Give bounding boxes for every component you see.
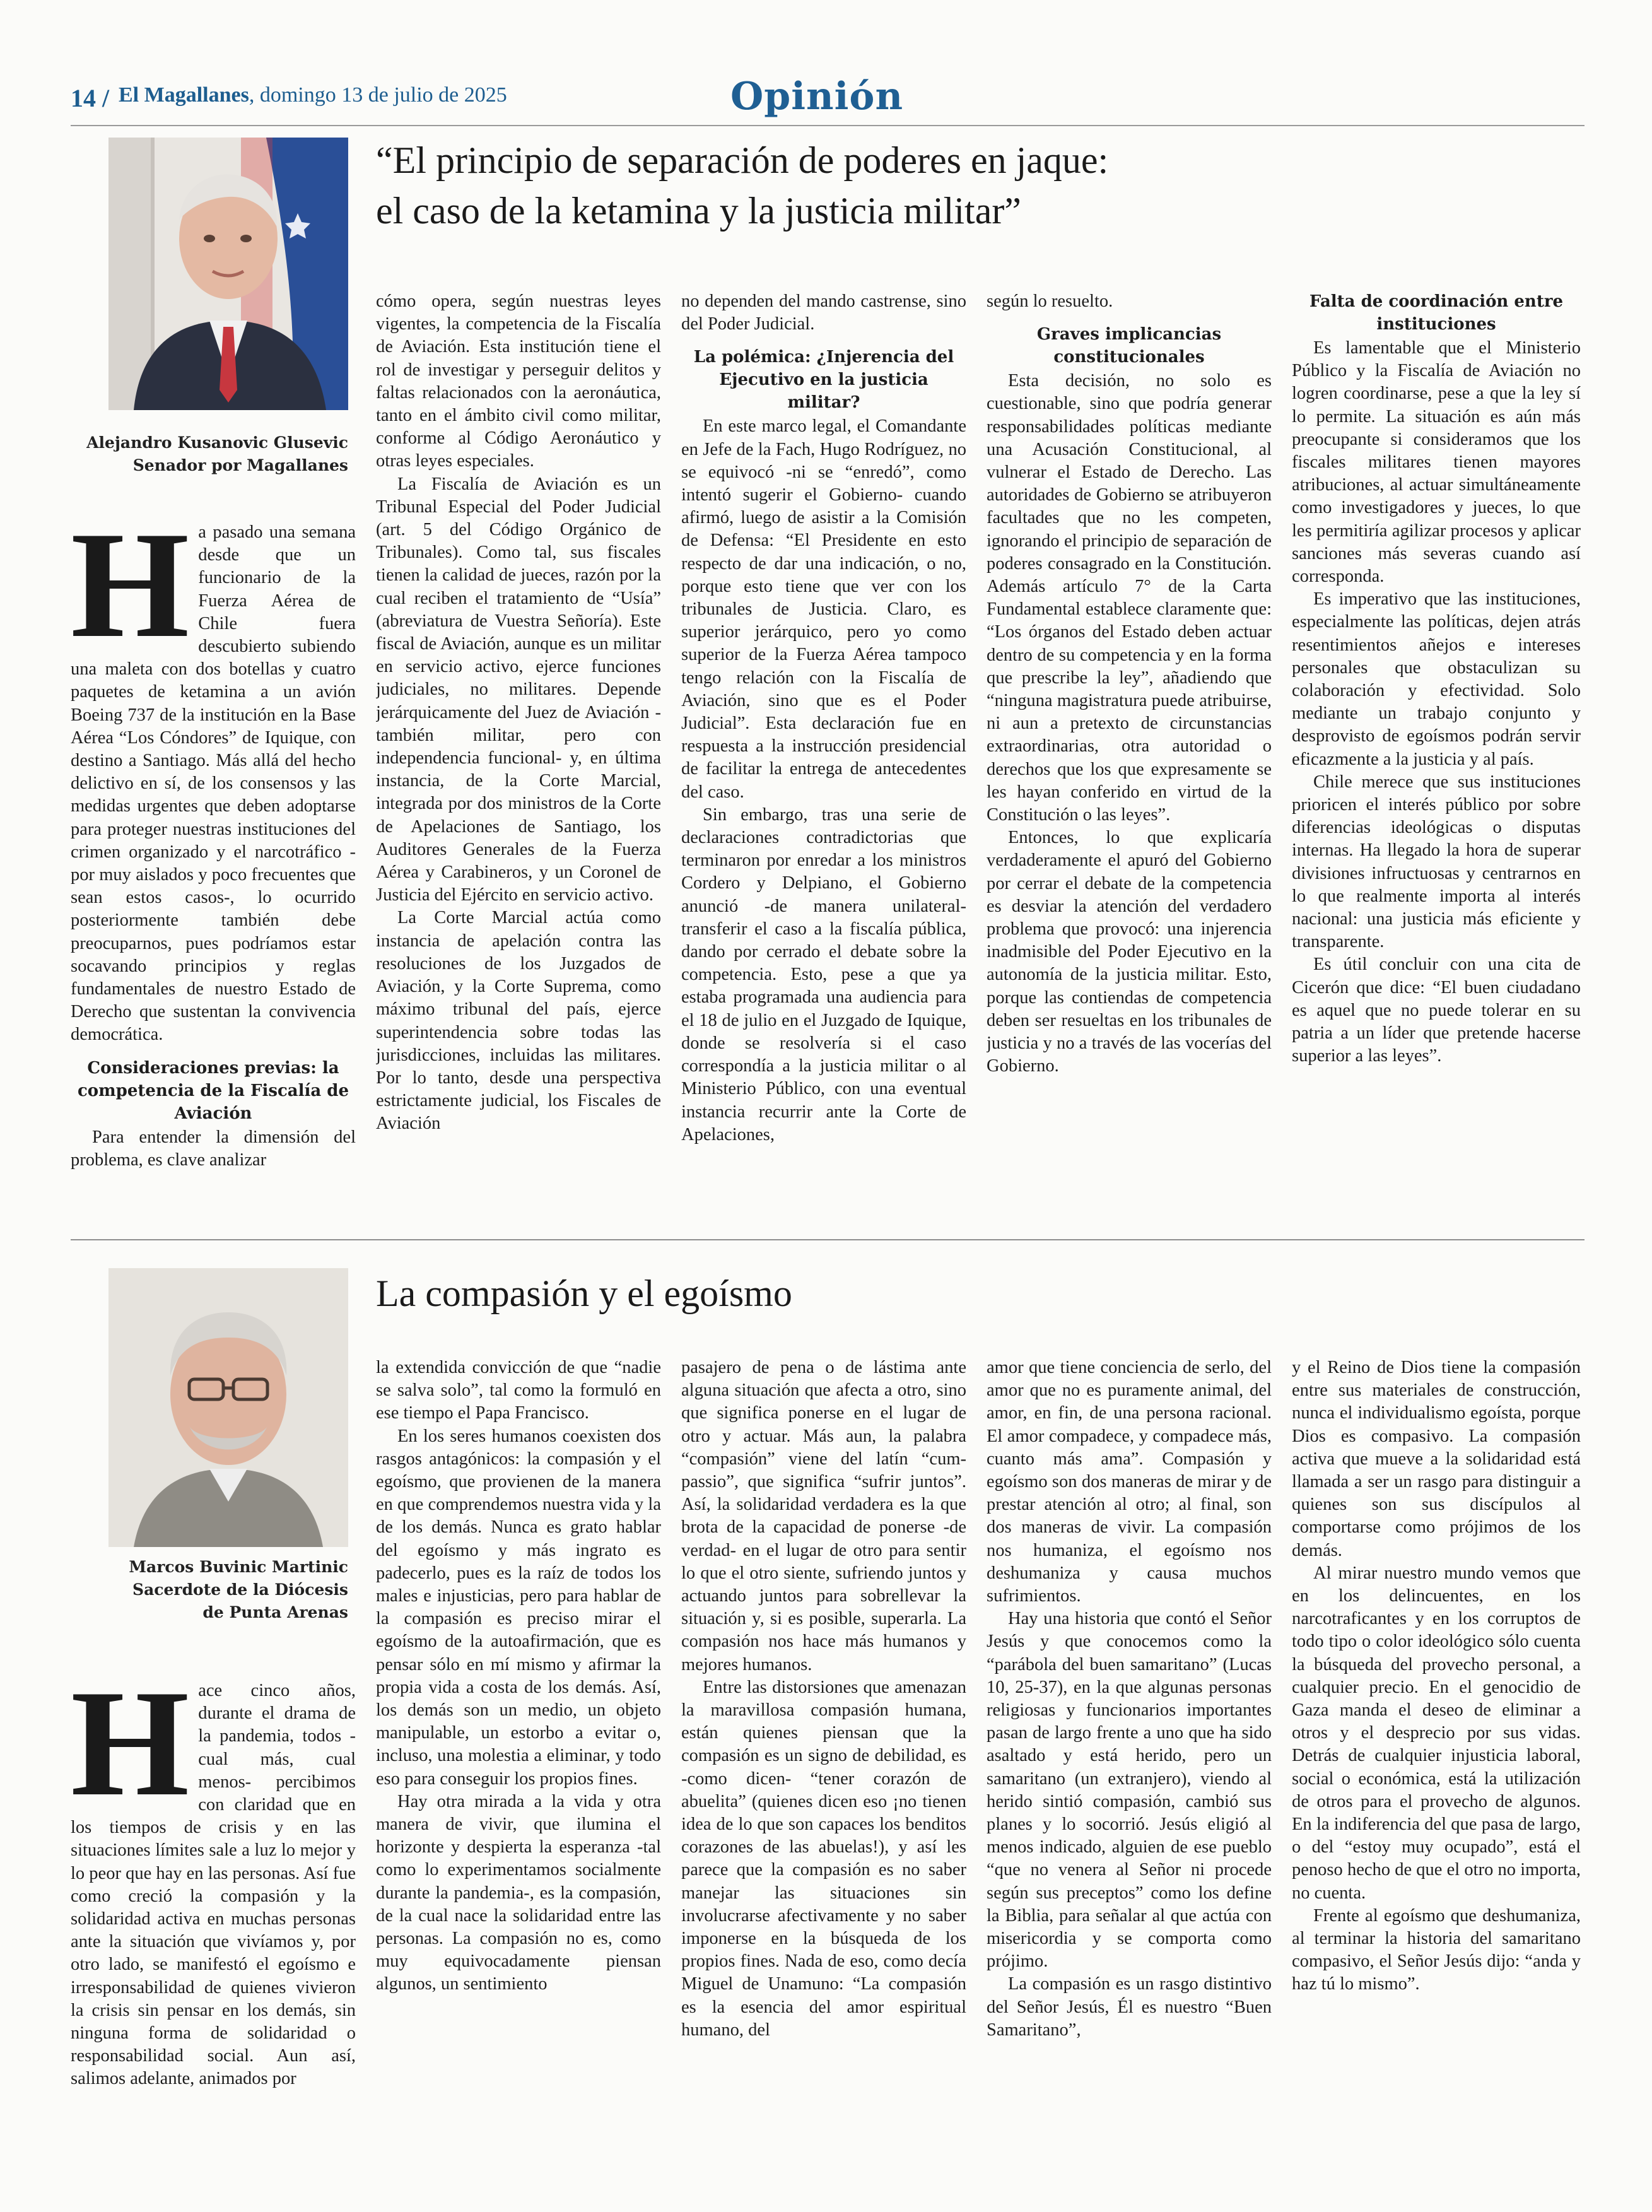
author-role: Sacerdote de la Diócesis [132,1580,348,1599]
subheading-implicancias: Graves implicancias constitucionales [1036,325,1222,367]
subheading-polemica: La polémica: ¿Injerencia del Ejecutivo en la justicia militar? [693,348,954,413]
article2-column-5 [1292,1356,1581,2203]
paragraph: La Corte Marcial actúa como instancia de apelación contra las resoluciones de los Juzgados de Aviación, y la Corte Suprema, como máximo tribunal del país, ejerce superintendencia sobre todas las jurisdicciones, incluidas las militares. Por lo tanto, desde una perspectiva estrictamente judicial, los Fiscales de Aviación [376,908,661,1134]
page-header [71,74,1585,125]
paragraph: Chile merece que sus instituciones prioricen el interés público por sobre diferencias ideológicas o disputas internas. Ha llegado la hora de superar divisiones infructuosas y centrarnos en lo que realmente importa al interés nacional: una justicia más eficiente y transparente. [1292,772,1581,952]
portrait-image [108,138,348,410]
paragraph: La Fiscalía de Aviación es un Tribunal Especial del Poder Judicial (art. 5 del Código Orgánico de Tribunales). Como tal, sus fiscales tienen la calidad de jueces, razón por la cual reciben el tratamiento de “Usía” (abreviatura de Vuestra Señoría). Este fiscal de Aviación, aunque es un militar en servicio activo, ejerce funciones judiciales, no militares. Depende jerárquicamente del Juez de Aviación -también militar, pero con independencia funcional- y, en última instancia, de la Corte Marcial, integrada por dos ministros de la Corte de Apelaciones de Santiago, los Auditores Generales de la Fuerza Aérea y Carabineros, y un Coronel de Justicia del Ejército en servicio activo. [376,474,661,905]
section-title: Opinión [730,74,904,119]
paragraph: no dependen del mando castrense, sino del Poder Judicial. [681,291,966,334]
paragraph: cómo opera, según nuestras leyes vigentes, la competencia de la Fiscalía de Aviación. Esta institución tiene el rol de investigar y perseguir delitos y faltas relacionados con la aeronáutica, tanto en el ámbito civil como militar, conforme al Código Aeronáutico y otras leyes especiales. [376,291,661,471]
drop-cap: H [71,521,190,669]
author-name: Alejandro Kusanovic Glusevic [86,433,348,452]
paragraph: amor que tiene conciencia de serlo, del amor que no es puramente animal, del amor, en fin, de una persona racional. El amor compadece, y compadece más, cuanto más ama”. Compasión y egoísmo son dos maneras de mirar y de prestar atención al otro; al final, son dos maneras de vivir. La compasión nos humaniza, el egoísmo nos deshumaniza y causa muchos sufrimientos. [987,1358,1272,1606]
paragraph: Para entender la dimensión del problema, es clave analizar [71,1127,356,1170]
paragraph: Sin embargo, tras una serie de declaraciones contradictorias que terminaron por enredar a los ministros Cordero y Delpiano, el Gobierno anunció -de manera unilateral- transferir el caso a la fiscalía pública, dando por cerrado el debate sobre la competencia. Esto, pese a que ya estaba programada una audiencia para el 18 de julio en el Juzgado de Iquique, donde se resolvería si el caso correspondía a la justicia militar o al Ministerio Público, con una eventual instancia recurrir ante la Corte de Apelaciones, [681,804,966,1144]
portrait-image [108,1268,348,1547]
paragraph: según lo resuelto. [987,291,1113,311]
paragraph: y el Reino de Dios tiene la compasión entre sus materiales de construcción, nunca el individualismo egoísta, porque Dios es compasivo. La compasión activa que mueve a la solidaridad está llamada a ser un rasgo para distinguir a quienes son sus discípulos al comportarse como prójimos de los demás. [1292,1358,1581,1560]
header-divider [71,125,1585,126]
author-byline-kusanovic [71,432,348,477]
issue-date: , domingo 13 de julio de 2025 [249,83,507,107]
article1-column-2 [376,290,661,1219]
title-line-2: el caso de la ketamina y la justicia militar” [376,190,1021,232]
paragraph: Hay una historia que contó el Señor Jesús y que conocemos como la “parábola del buen samaritano” (Lucas 10, 25-37), en la que algunas personas religiosas y funcionarios importantes pasan de largo frente a uno que ha sido asaltado y está herido, pero un samaritano (un extranjero), viendo al herido sintió compasión, cambió sus planes y lo socorrió. Jesús eligió al menos indicado, alguien de ese pueblo “que no venera al Señor ni procede según sus preceptos” como los define la Biblia, para señalar al que actúa con misericordia y se comporta como prójimo. [987,1609,1272,1972]
page-number: 14 / [71,84,110,112]
article-title [376,135,1574,236]
article-title: La compasión y el egoísmo [376,1273,792,1314]
subheading-consideraciones: Consideraciones previas: la competencia de la Fiscalía de Aviación [77,1058,349,1123]
paragraph: Frente al egoísmo que deshumaniza, al terminar la historia del samaritano compasivo, el Señor Jesús dijo: “anda y haz tú lo mismo”. [1292,1905,1581,1994]
author-role-2: de Punta Arenas [202,1603,348,1621]
paragraph: Es lamentable que el Ministerio Público y la Fiscalía de Aviación no logren coordinarse, pese a que la ley sí lo permite. La situación es aún más preocupante si consideramos que los fiscales militares tienen mayores atribuciones, al actuar simultáneamente como investigadores y jueces, lo que les permitiría agilizar procesos y aplicar sanciones más severas cuando así corresponda. [1292,338,1581,587]
paragraph: La compasión es un rasgo distintivo del Señor Jesús, Él es nuestro “Buen Samaritano”, [987,1974,1272,2040]
paragraph: Es imperativo que las instituciones, especialmente las políticas, dejen atrás resentimientos añejos e intereses personales que obstaculizan su colaboración y efectividad. Solo mediante un trabajo conjunto y desprovisto de egoísmos podrán servir eficazmente a la justicia y al país. [1292,589,1581,769]
drop-cap: H [71,1680,190,1828]
paragraph: En este marco legal, el Comandante en Jefe de la Fach, Hugo Rodríguez, no se equivocó -ni se “enredó”, como intentó sugerir el Gobierno- cuando afirmó, luego de asistir a la Comisión de Defensa: “El Presidente en esto respecto de dar una indicación, o no, porque esto tiene que ver con los tribunales de Justicia. Claro, es superior jerárquico, pero yo como superior de la Fuerza Aérea tampoco tengo relación con la Fiscalía de Aviación, sino que es el Poder Judicial”. Esta declaración fue en respuesta a la instrucción presidencial de facilitar la entrega de antecedentes del caso. [681,416,966,802]
paragraph: En los seres humanos coexisten dos rasgos antagónicos: la compasión y el egoísmo, que provienen de la manera en que comprendemos nuestra vida y la de los demás. Nunca es grato hablar del egoísmo y más ingrato es padecerlo, pues es la raíz de todos los males e injusticias, pero para hablar de la compasión es preciso mirar el egoísmo de la autoafirmación, que es pensar sólo en mí mismo y afirmar la propia vida a costa de los demás. Así, los demás son un medio, un objeto manipulable, un estorbo a evitar o, incluso, una molestia a eliminar, y todo eso para conseguir los propios fines. [376,1426,661,1789]
paragraph: Hay otra mirada a la vida y otra manera de vivir, que ilumina el horizonte y despierta la esperanza -tal como lo experimentamos socialmente durante la pandemia-, es la compasión, de la cual nace la solidaridad entre las personas. La compasión no es, como muy equivocadamente piensan algunos, un sentimiento [376,1791,661,1994]
author-name: Marcos Buvinic Martinic [129,1558,348,1576]
author-photo-buvinic [108,1268,348,1547]
paragraph: pasajero de pena o de lástima ante alguna situación que afecta a otro, sino que significa ponerse en el lugar de otro y actuar. Más aun, la palabra “compasión” viene del latín “cum-passio”, que significa “sufrir juntos”. Así, la solidaridad verdadera es la que brota de la capacidad de ponerse -de verdad- en el lugar de otro para sentir lo que el otro siente, sufriendo juntos y actuando juntos para sobrellevar la situación y, si es posible, superarla. La compasión nos hace más humanos y mejores humanos. [681,1358,966,1674]
intro-paragraph: ace cinco años, durante el drama de la pandemia, todos -cual más, cual menos- percibimos con claridad que en los tiempos de crisis y en las situaciones límites sale a luz lo mejor y lo peor que hay en las personas. Así fue como creció la compasión y la solidaridad activa en muchas personas ante la situación que vivíamos y, por otro lado, se manifestó el egoísmo e irresponsabilidad de quienes vivieron la crisis sin pensar en los demás, sin ninguna forma de solidaridad o responsabilidad social. Aun así, salimos adelante, animados por [71,1681,356,2089]
paragraph: Es útil concluir con una cita de Cicerón que dice: “El buen ciudadano es aquel que no puede tolerar en su patria a un líder que pretende hacerse superior a las leyes”. [1292,955,1581,1066]
article2-column-4 [987,1356,1272,2203]
newspaper-dateline [119,83,507,107]
paragraph: Al mirar nuestro mundo vemos que en los delincuentes, en los narcotraficantes y en los corruptos de todo tipo o color ideológico sólo cuenta la búsqueda del provecho personal, a cualquier precio. En el genocidio de Gaza manda el deseo de eliminar a otros y el desprecio por sus vidas. Detrás de cualquier injusticia laboral, social o económica, está la utilización de otros para el provecho de algunos. En la indiferencia del que pasa de largo, o del “estoy muy ocupado”, está el penoso hecho de que el otro no importa, no cuenta. [1292,1563,1581,1903]
paragraph: Entonces, lo que explicaría verdaderamente el apuró del Gobierno por cerrar el debate de la competencia es desviar la atención del verdadero problema que provocó: una injerencia inadmisible del Poder Ejecutivo en la autonomía de la justicia militar. Esto, porque las contiendas de competencia deben ser resueltas en los tribunales de justicia y no a través de las vocerías del Gobierno. [987,828,1272,1076]
author-byline-buvinic [71,1556,348,1624]
article2-column-3 [681,1356,966,2203]
newspaper-name: El Magallanes [119,83,249,107]
title-line-1: “El principio de separación de poderes en jaque: [376,139,1109,181]
article1-column-3 [681,290,966,1219]
paragraph: la extendida convicción de que “nadie se salva solo”, tal como la formuló en ese tiempo el Papa Francisco. [376,1358,661,1423]
paragraph: Entre las distorsiones que amenazan la maravillosa compasión humana, están quienes piensan que la compasión es un signo de debilidad, es -como dicen- “tener corazón de abuelita” (quienes dicen eso ¡no tienen idea de lo que son capaces los benditos corazones de las abuelas!), y así les parece que la compasión es no saber manejar las situaciones sin involucrarse afectivamente y no saber imponerse en la búsqueda de los propios fines. Nada de eso, como decía Miguel de Unamuno: “La compasión es la esencia del amor espiritual humano, del [681,1677,966,2040]
article1-column-4 [987,290,1272,1219]
article2-column-2 [376,1356,661,2203]
article2-column-1 [71,1680,356,2203]
article1-column-5 [1292,290,1581,1219]
intro-paragraph: a pasado una semana desde que un funcionario de la Fuerza Aérea de Chile fuera descubierto subiendo una maleta con dos botellas y cuatro paquetes de ketamina a un avión Boeing 737 de la institución en la Base Aérea “Los Cóndores” de Iquique, con destino a Santiago. Más allá del hecho delictivo en sí, de los consensos y las medidas urgentes que deben adoptarse para proteger nuestras instituciones del crimen organizado y el narcotráfico -por muy aislados y poco frecuentes que sean estos casos-, lo ocurrido posteriormente también debe preocuparnos, pues podríamos estar socavando principios y reglas fundamentales de nuestro Estado de Derecho que sustentan la convivencia democrática. [71,522,356,1045]
author-role: Senador por Magallanes [132,456,348,474]
article-divider [71,1239,1585,1240]
subheading-coordinacion: Falta de coordinación entre instituciones [1309,292,1564,334]
paragraph: Esta decisión, no solo es cuestionable, sino que podría generar responsabilidades políticas mediante una Acusación Constitucional, al vulnerar el Estado de Derecho. Las autoridades de Gobierno se atribuyeron facultades que no les competen, ignorando el principio de separación de poderes consagrado en la Constitución. Además artículo 7° de la Carta Fundamental establece claramente que: “Los órganos del Estado deben actuar dentro de su competencia y en la forma que prescribe la ley”, añadiendo que “ninguna magistratura puede atribuirse, ni aun a pretexto de circunstancias extraordinarias, otra autoridad o derechos que los que expresamente se les hayan conferido en virtud de la Constitución o las leyes”. [987,371,1272,825]
author-photo-kusanovic [108,138,348,410]
article1-column-1 [71,521,356,1219]
